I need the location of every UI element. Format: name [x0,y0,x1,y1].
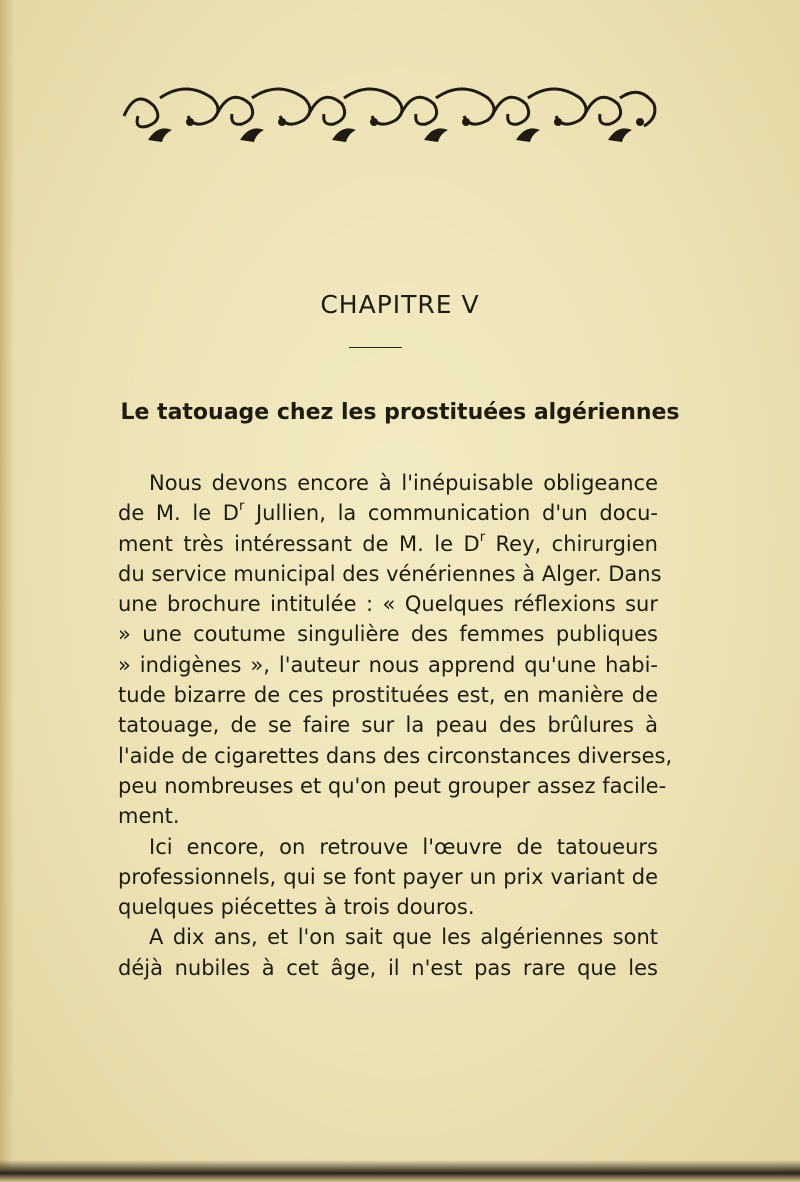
text-line: une brochure intitulée : « Quelques réflexions sur [118,592,658,617]
text-line: du service municipal des vénériennes à Alger. Dans [118,561,662,586]
text-line: l'aide de cigarettes dans des circonstances diverses, [118,743,673,768]
title-divider [349,347,402,348]
text-line: » une coutume singulière des femmes publiques [118,622,658,647]
ornament-band-icon [120,78,660,148]
chapter-title: CHAPITRE V [320,290,480,319]
text-line: peu nombreuses et qu'on peut grouper assez facile- [118,773,667,798]
text-line: » indigènes », l'auteur nous apprend qu'une habi- [118,652,658,677]
text-line: A dix ans, et l'on sait que les algériennes sont [149,925,658,950]
text-line: professionnels, qui se font payer un prix variant de [118,864,658,889]
text-line: ment. [118,804,180,829]
text-line: ment très intéressant de M. le $D^r$ Rey, chirurgien [118,529,658,556]
text-line: tude bizarre de ces prostituées est, en manière de [118,683,658,708]
page-bottom-edge [0,1160,800,1182]
text-line: Ici encore, on retrouve l'œuvre de tatoueurs [149,834,658,859]
body-text [118,468,673,983]
text-line: de M. le $D^r$ Jullien, la communication d'un docu- [118,499,658,526]
page-edge-shadow [0,0,14,1182]
text-line: Nous devons encore à l'inépuisable obligeance [149,471,658,495]
text-line: quelques piécettes à trois douros. [118,895,475,920]
text-line: tatouage, de se faire sur la peau des brûlures à [118,713,658,738]
text-line: déjà nubiles à cet âge, il n'est pas rare que les [118,955,658,980]
chapter-subtitle: Le tatouage chez les prostituées algériennes [120,400,680,425]
